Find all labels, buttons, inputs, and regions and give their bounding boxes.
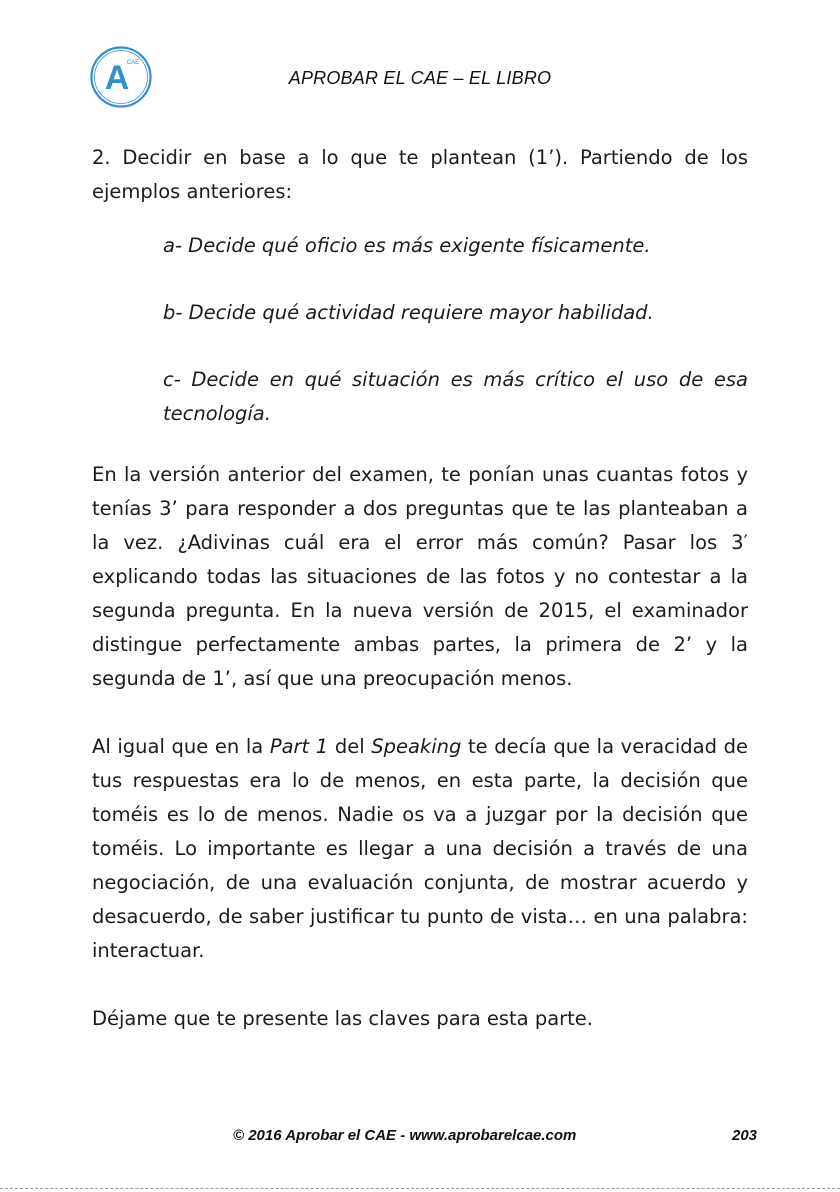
intro-paragraph: 2. Decidir en base a lo que te plantean (1’). Partiendo de los ejemplos anteriores: bbox=[92, 146, 748, 203]
page-header-title: APROBAR EL CAE – EL LIBRO bbox=[288, 68, 552, 88]
part-1-emphasis: Part 1 bbox=[269, 735, 329, 758]
page-bottom-divider bbox=[0, 1188, 840, 1189]
example-c: c- Decide en qué situación es más crítico el uso de esa tecnología. bbox=[163, 368, 748, 425]
paragraph-exam-version: En la versión anterior del examen, te ponían unas cuantas fotos y tenías 3’ para responder a dos preguntas que te las planteaban a la vez. ¿Adivinas cuál era el error más común? Pasar los 3′ explicando todas las situaciones de las fotos y no contestar a la segunda pregunta. En la nueva versión de 2015, el examinador distingue perfectamente ambas partes, la primera de 2’ y la segunda de 1’, así que una preocupación menos. bbox=[92, 463, 748, 690]
footer-copyright: © 2016 Aprobar el CAE - www.aprobarelcae.com bbox=[233, 1127, 577, 1144]
paragraph-decision-text-b: del bbox=[328, 735, 372, 758]
page-number: 203 bbox=[732, 1127, 758, 1144]
paragraph-closing: Déjame que te presente las claves para esta parte. bbox=[92, 1007, 594, 1030]
paragraph-decision-text-a: Al igual que en la bbox=[92, 735, 270, 758]
logo-letter: A bbox=[104, 59, 130, 97]
page-body bbox=[92, 141, 748, 1036]
logo-badge: CAE bbox=[126, 60, 140, 66]
speaking-emphasis: Speaking bbox=[371, 735, 462, 758]
example-a: a- Decide qué oficio es más exigente físicamente. bbox=[163, 234, 651, 257]
paragraph-decision bbox=[92, 730, 748, 968]
example-b: b- Decide qué actividad requiere mayor habilidad. bbox=[163, 301, 654, 324]
paragraph-decision-text-c: te decía que la veracidad de tus respuestas era lo de menos, en esta parte, la decisión que toméis es lo de menos. Nadie os va a juzgar por la decisión que toméis. Lo importante es llegar a una decisión a través de una negociación, de una evaluación conjunta, de mostrar acuerdo y desacuerdo, de saber justificar tu punto de vista… en una palabra: interactuar. bbox=[92, 735, 748, 962]
